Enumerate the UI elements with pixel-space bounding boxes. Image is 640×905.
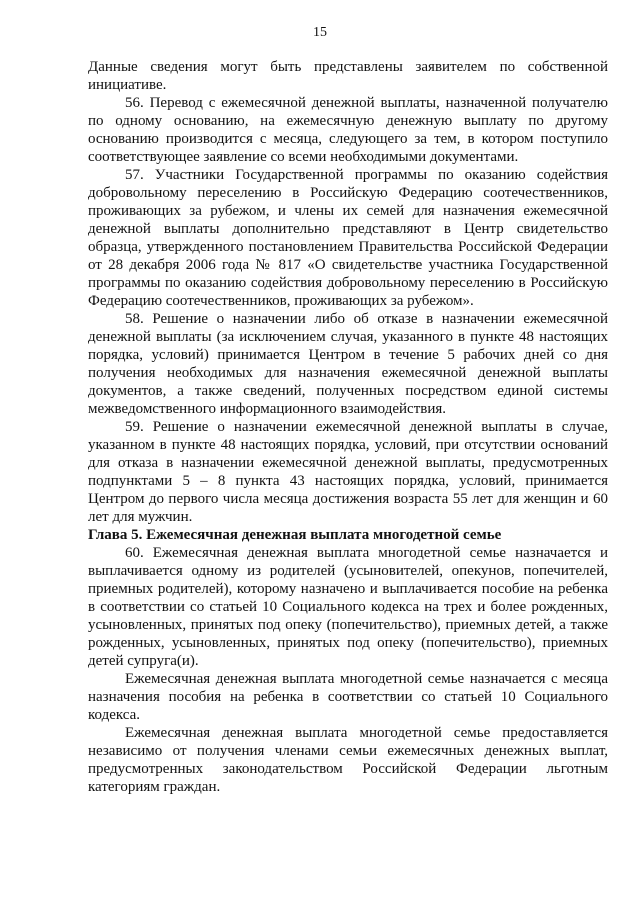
paragraph-56: 56. Перевод с ежемесячной денежной выплаты, назначенной получателю по одному основанию, на ежемесячную денежную выплату по другому основанию производится с месяца, следующего за тем, в котором поступило соответствующее заявление со всеми необходимыми документами.: [88, 95, 608, 165]
paragraph-60: 60. Ежемесячная денежная выплата многодетной семье назначается и выплачивается одному из родителей (усыновителей, опекунов, попечителей, приемных родителей), которому назначено и выплачивается пособие на ребенка в соответствии со статьей 10 Социального кодекса на трех и более рожденных, усыновленных, принятых под опеку (попечительство), приемных детей, а также рожденных, усыновленных, принятых под опеку (попечительство), приемных детей супруга(и).: [88, 545, 608, 669]
document-body: [88, 58, 608, 796]
chapter-title: Глава 5. Ежемесячная денежная выплата многодетной семье: [88, 527, 502, 543]
paragraph-57: 57. Участники Государственной программы по оказанию содействия добровольному переселению в Российскую Федерацию соотечественников, проживающих за рубежом, и члены их семей для назначения ежемесячной денежной выплаты дополнительно представляют в Центр свидетельство образца, утвержденного постановлением Правительства Российской Федерации от 28 декабря 2006 года № 817 «О свидетельстве участника Государственной программы по оказанию содействия добровольному переселению в Российскую Федерацию соотечественников, проживающих за рубежом».: [88, 167, 608, 309]
paragraph-60-part-2: Ежемесячная денежная выплата многодетной семье назначается с месяца назначения пособия на ребенка в соответствии со статьей 10 Социального кодекса.: [88, 671, 608, 723]
paragraph-continuation: Данные сведения могут быть представлены заявителем по собственной инициативе.: [88, 59, 608, 93]
paragraph-58: 58. Решение о назначении либо об отказе в назначении ежемесячной денежной выплаты (за исключением случая, указанного в пункте 48 настоящих порядка, условий) принимается Центром в течение 5 рабочих дней со дня получения необходимых для назначения ежемесячной денежной выплаты документов, а также сведений, полученных посредством единой системы межведомственного информационного взаимодействия.: [88, 311, 608, 417]
paragraph-60-part-3: Ежемесячная денежная выплата многодетной семье предоставляется независимо от получения членами семьи ежемесячных денежных выплат, предусмотренных законодательством Российской Федерации льготным категориям граждан.: [88, 725, 608, 795]
page-number: 15: [313, 25, 327, 40]
paragraph-59: 59. Решение о назначении ежемесячной денежной выплаты в случае, указанном в пункте 48 настоящих порядка, условий, при отсутствии оснований для отказа в назначении ежемесячной денежной выплаты, предусмотренных подпунктами 5 – 8 пункта 43 настоящих порядка, условий, принимается Центром до первого числа месяца достижения возраста 55 лет для женщин и 60 лет для мужчин.: [88, 419, 608, 525]
